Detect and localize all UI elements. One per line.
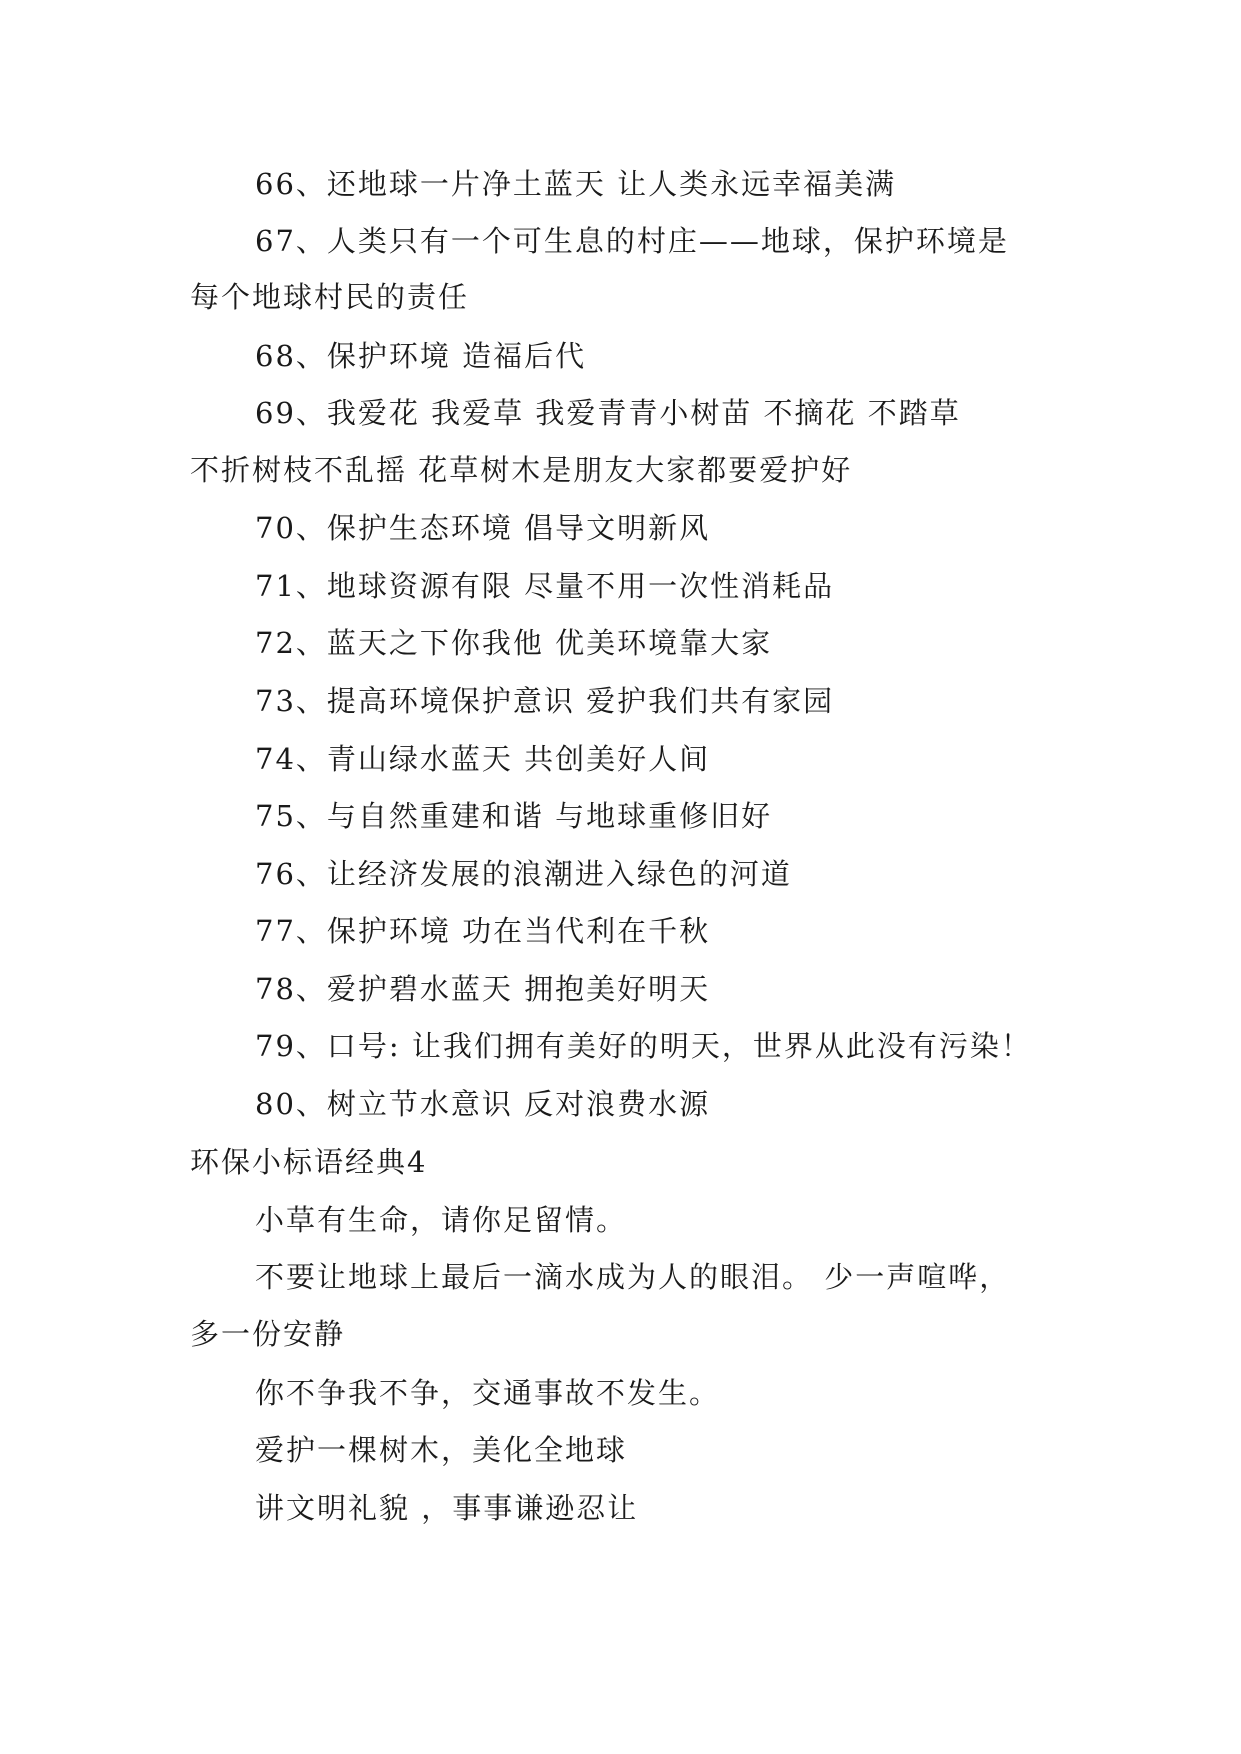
slogan-66: 66、还地球一片净土蓝天 让人类永远幸福美满 — [255, 167, 897, 201]
slogan-67-continued: 每个地球村民的责任 — [190, 280, 470, 314]
slogan-69-continued: 不折树枝不乱摇 花草树木是朋友大家都要爱护好 — [190, 453, 853, 487]
section-heading: 环保小标语经典4 — [190, 1145, 428, 1179]
slogan-72: 72、蓝天之下你我他 优美环境靠大家 — [255, 626, 773, 660]
slogan-80: 80、树立节水意识 反对浪费水源 — [255, 1087, 711, 1121]
slogan-75: 75、与自然重建和谐 与地球重修旧好 — [255, 799, 773, 833]
slogan-73: 73、提高环境保护意识 爱护我们共有家园 — [255, 684, 835, 718]
slogan-traffic: 你不争我不争，交通事故不发生。 — [255, 1376, 721, 1410]
slogan-78: 78、爱护碧水蓝天 拥抱美好明天 — [255, 972, 711, 1006]
slogan-68: 68、保护环境 造福后代 — [255, 339, 587, 373]
slogan-water: 不要让地球上最后一滴水成为人的眼泪。 少一声喧哗， — [255, 1260, 1011, 1294]
slogan-77: 77、保护环境 功在当代利在千秋 — [255, 914, 711, 948]
slogan-79: 79、口号: 让我们拥有美好的明天，世界从此没有污染！ — [255, 1029, 1032, 1063]
slogan-courtesy: 讲文明礼貌 ，事事谦逊忍让 — [255, 1491, 639, 1525]
slogan-grass: 小草有生命，请你足留情。 — [255, 1203, 628, 1237]
slogan-74: 74、青山绿水蓝天 共创美好人间 — [255, 742, 711, 776]
slogan-tree: 爱护一棵树木，美化全地球 — [255, 1433, 628, 1467]
slogan-67: 67、人类只有一个可生息的村庄——地球，保护环境是 — [255, 224, 1009, 258]
slogan-69: 69、我爱花 我爱草 我爱青青小树苗 不摘花 不踏草 — [255, 396, 961, 430]
slogan-70: 70、保护生态环境 倡导文明新风 — [255, 511, 711, 545]
slogan-76: 76、让经济发展的浪潮进入绿色的河道 — [255, 857, 792, 891]
slogan-71: 71、地球资源有限 尽量不用一次性消耗品 — [255, 569, 835, 603]
slogan-water-continued: 多一份安静 — [190, 1317, 346, 1351]
